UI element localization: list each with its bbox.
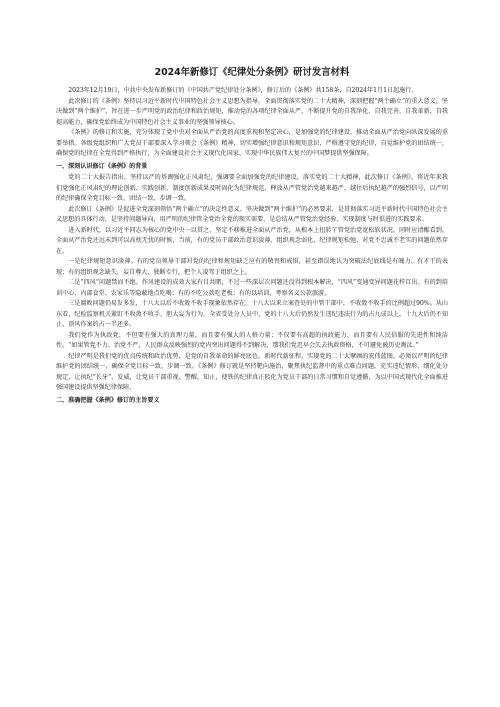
paragraph-s1-7: 我们党作为执政党，不但要有强大的真理力量，而且要有强大的人格力量；不仅要有高超的执政能力，而且要有人民信服的先进性和纯洁性。“如果管党不力、治党不严，人民群众反映强烈的党内突出问题得不到解决，那我们党迟早会失去执政资格，不可避免被历史淘汰。” — [56, 331, 448, 349]
section-heading-background: 一、深刻认识修订《条例》的背景 — [56, 162, 148, 170]
paragraph-s1-2: 此次修订《条例》是促进全党深刻领悟“两个确立”的决定性意义、坚决做到“两个维护”的必然要求，是贯彻落实习近平新时代中国特色社会主义思想的具体行动，是坚持问题导向，用严明的纪律管全党治全党的现实需要，是总结从严管党治党经验、实现制度与时俱进的实践要求。 — [56, 205, 448, 223]
paragraph-s1-6: 三是腐败问题仍易发多发，十八大以后不收敛不收手现象依然存在。十八大以来立案查处的中管干部中，不收敛不收手的比例超过90%。从山东看，纪检监察机关紧盯不收敛不收手、胆大妄为行为，全省受处分人员中，党的十八大后仍然发生违纪违法行为的占九成以上，十九大后仍不知止、顶风作案的占一半还多。 — [56, 300, 448, 328]
paragraph-s1-4: 一是纪律规矩意识淡薄。有的党员领导干部对党的纪律和规矩缺乏应有的敬畏和戒惧，甚至错误地认为突破法纪底线是有魄力、有才干的表现；有的组织观念缺失，妄自尊大、独断专行，把个人凌驾于组织之上。 — [56, 258, 448, 276]
paragraph-s1-1: 党的二十大报告指出，坚持以严的基调强化正风肃纪，强调要全面加强党的纪律建设，落实党的二十大精神，此次修订《条例》，将近年来我们党强化正风肃纪的理论创新、实践创新、制度创新成果及时固化为纪律规范，释放从严管党治党越来越严、越往后执纪越严的强烈信号，以严明的纪律确保全党目标一致、团结一致、步调一致。 — [56, 174, 448, 202]
paragraph-intro-1: 2023年12月19日，中共中央发布新修订的《中国共产党纪律处分条例》，修订后的《条例》共158条，自2024年1月1日起施行。 — [68, 87, 418, 94]
document-body — [56, 66, 448, 407]
paragraph-s1-8: 纪律严明是我们党的优良传统和政治优势，是党的自我革命的鲜亮底色。新时代新征程，实现党的二十大擘画的宏伟蓝图，必须以严明的纪律维护党的团结统一，确保全党目标一致、步调一致。《条例》修订就是坚持靶向施治，聚焦执纪监督中的重点难点问题，充实违纪情形，细化处分规定，让执纪“长牙”、发威，让党员干部重视、警醒、知止，使铁的纪律真正转化为党员干部的日常习惯和自觉遵循，为以中国式现代化全面推进强国建设提供坚强纪律保障。 — [56, 352, 448, 391]
page-title: 2024年新修订《纪律处分条例》研讨发言材料 — [154, 67, 350, 78]
paragraph-intro-2: 此次修订的《条例》坚持以习近平新时代中国特色社会主义思想为指导，全面贯彻落实党的二十大精神，深刻把握“两个确立”的重大意义，坚决做到“两个维护”，旨在进一步严明党的政治纪律和政治规矩，推动党的各项纪律全面从严，不断提升党的自我净化、自我完善、自我革新、自我提高能力，确保党始终成为中国特色社会主义事业的坚强领导核心。 — [56, 97, 448, 126]
paragraph-s1-3: 进入新时代，以习近平同志为核心的党中央一以贯之、坚定不移推进全面从严治党，从根本上扭转了管党治党宽松软状况。同时应清醒看到，全面从严治党还远未到可以高枕无忧的时候，当前，有的党员干部政治意识淡薄、组织观念弱化、纪律规矩松弛，对党不忠诚不老实的问题依然存在。 — [56, 226, 448, 255]
paragraph-s1-5: 二是“四风”问题禁而不绝。作风建设的成效大家有目共睹，不过一些深层次问题还没得到根本解决，“四风”变通变异问题花样百出。有的到培训中心、内部食堂、农家乐等隐蔽地点吃喝；有的不吃公款吃老板；有的以培训、考察名义公款旅游。 — [56, 279, 448, 297]
section-heading-main-points: 二、准确把握《条例》修订的主旨要义 — [56, 396, 160, 404]
paragraph-intro-3: 《条例》的修订和实施，充分体现了党中央对全面从严治党的高度重视和坚定决心，是加强党的纪律建设、推动全面从严治党向纵深发展的重要举措。各级党组织和广大党员干部要深入学习领会《条例》精神，切实增强纪律意识和规矩意识，严格遵守党的纪律，自觉维护党的团结统一，确保党的纪律在全党得到严格执行，为全面建设社会主义现代化国家、实现中华民族伟大复兴的中国梦提供坚强保障。 — [56, 129, 448, 157]
